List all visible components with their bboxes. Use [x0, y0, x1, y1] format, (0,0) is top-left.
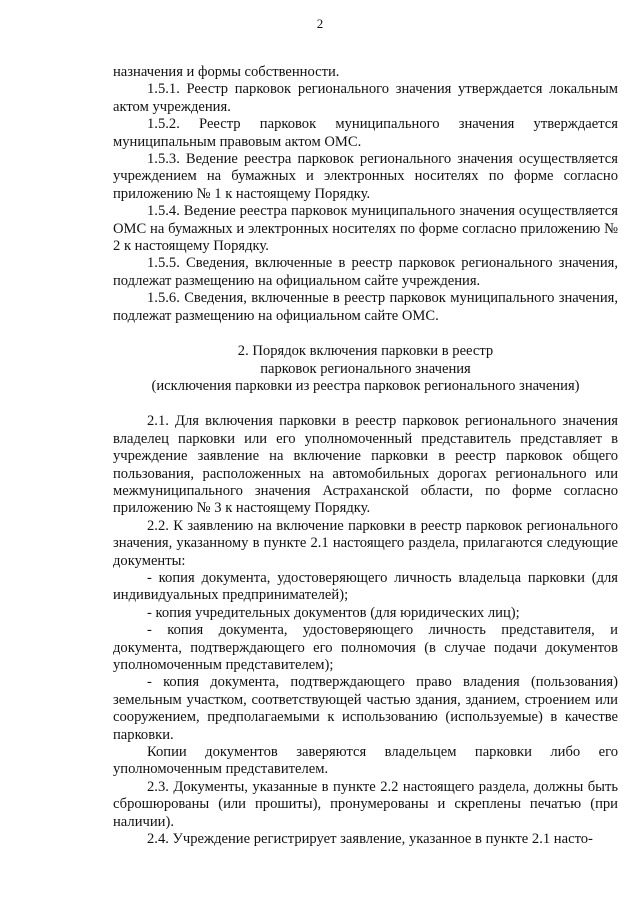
paragraph: - копия учредительных документов (для юридических лиц);: [147, 604, 520, 621]
paragraph: Копии документов заверяются владельцем парковки либо его уполномоченным представителем.: [113, 744, 618, 778]
paragraph: 2.3. Документы, указанные в пункте 2.2 настоящего раздела, должны быть сброшюрованы (или прошиты), пронумерованы и скреплены печатью (при наличии).: [113, 778, 618, 830]
page-number: 2: [316, 16, 324, 31]
paragraph: 1.5.6. Сведения, включенные в реестр парковок муниципального значения, подлежат размещению на официальном сайте ОМС.: [113, 290, 618, 324]
section-2-heading-line-2: парковок регионального значения: [260, 360, 471, 377]
paragraph: 2.1. Для включения парковки в реестр парковок регионального значения владелец парковки или его уполномоченный представитель представляет в учреждение заявление на включение парковки в реестр парковок общего пользования, расположенных на автомобильных дорогах регионального или межмуниципального значения Астраханской области, по форме согласно приложению № 3 к настоящему Порядку.: [113, 413, 618, 517]
paragraph: 1.5.3. Ведение реестра парковок регионального значения осуществляется учреждением на бумажных и электронных носителях по форме согласно приложению № 1 к настоящему Порядку.: [113, 151, 618, 202]
section-2-body: [113, 413, 618, 848]
paragraph: 1.5.5. Сведения, включенные в реестр парковок регионального значения, подлежат размещению на официальном сайте учреждения.: [113, 255, 618, 289]
paragraph: 1.5.2. Реестр парковок муниципального значения утверждается муниципальным правовым актом ОМС.: [113, 116, 618, 150]
section-1-body: [113, 64, 618, 325]
paragraph: 1.5.1. Реестр парковок регионального значения утверждается локальным актом учреждения.: [113, 81, 618, 115]
section-2-heading: [113, 343, 618, 395]
document-body: [113, 64, 618, 848]
paragraph: - копия документа, подтверждающего право владения (пользования) земельным участком, соответствующей частью здания, зданием, строением или сооружением, предполагаемыми к использованию (используемые) в качестве парковки.: [113, 674, 618, 743]
paragraph: - копия документа, удостоверяющего личность владельца парковки (для индивидуальных предпринимателей);: [113, 569, 618, 604]
paragraph: 2.2. К заявлению на включение парковки в реестр парковок регионального значения, указанному в пункте 2.1 настоящего раздела, прилагаются следующие документы:: [113, 517, 618, 569]
paragraph: назначения и формы собственности.: [113, 64, 340, 80]
section-2-heading-line-1: 2. Порядок включения парковки в реестр: [237, 343, 494, 360]
section-2-heading-line-3: (исключения парковки из реестра парковок регионального значения): [151, 377, 580, 394]
paragraph: 1.5.4. Ведение реестра парковок муниципального значения осуществляется ОМС на бумажных и электронных носителях по форме согласно приложению № 2 к настоящему Порядку.: [113, 203, 618, 255]
paragraph: 2.4. Учреждение регистрирует заявление, указанное в пункте 2.1 насто-: [147, 831, 593, 848]
paragraph: - копия документа, удостоверяющего личность представителя, и документа, подтверждающего его полномочия (в случае подачи документов уполномоченным представителем);: [113, 622, 618, 673]
